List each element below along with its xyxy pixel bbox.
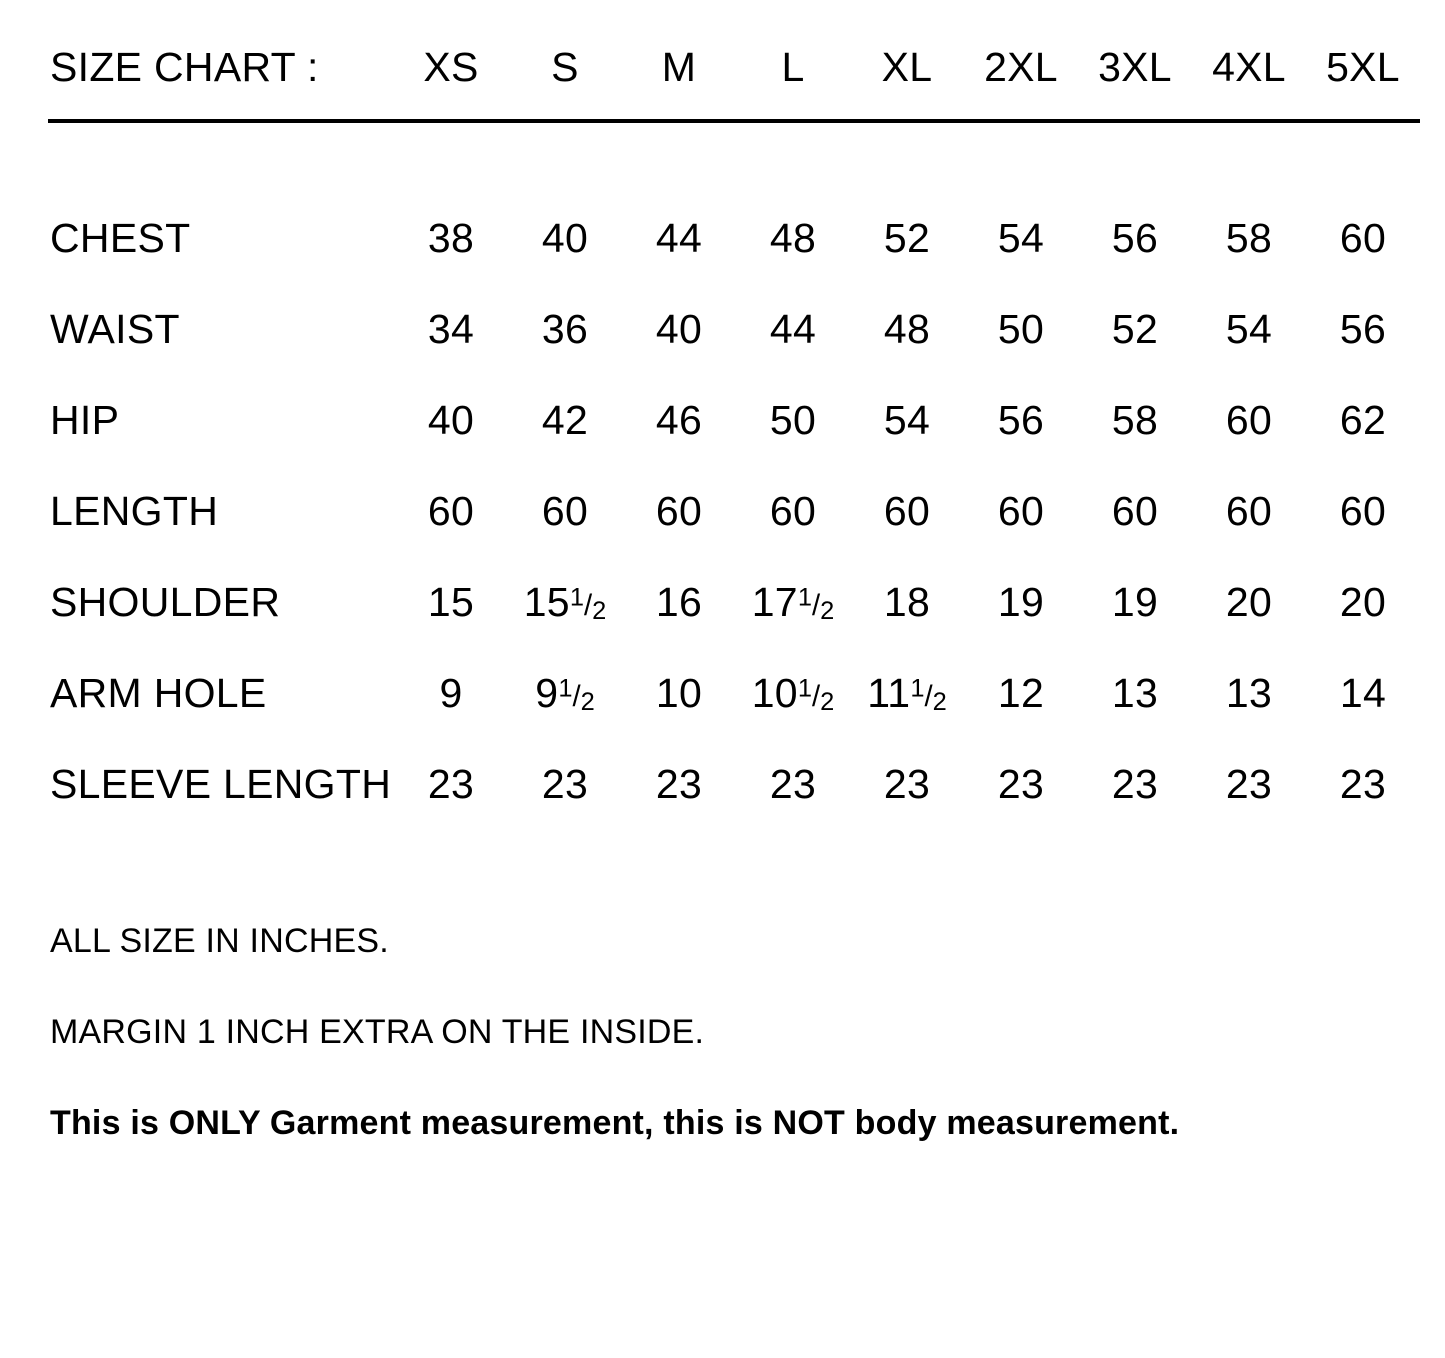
table-header [48, 30, 1420, 193]
cell-hip-l: 50 [769, 397, 817, 443]
cell-length-3xl: 60 [1111, 488, 1159, 534]
size-header-5xl: 5XL [1326, 44, 1400, 90]
fraction-half: $^1/_2$ [797, 674, 835, 717]
cell-length-m: 60 [655, 488, 703, 534]
table-row [48, 739, 1420, 830]
cell-length-xl: 60 [883, 488, 931, 534]
cell-chest-s: 40 [541, 215, 589, 261]
header-row [48, 30, 1420, 113]
table-row [48, 557, 1420, 648]
cell-sleeve-5xl: 23 [1339, 761, 1387, 807]
cell-hip-xl: 54 [883, 397, 931, 443]
cell-chest-5xl: 60 [1339, 215, 1387, 261]
row-label-hip: HIP [50, 397, 120, 443]
cell-shoulder-2xl: 19 [997, 579, 1045, 625]
size-header-xl: XL [881, 44, 933, 90]
cell-armhole-xl [850, 648, 964, 739]
armhole-xl-whole: 11 [867, 670, 911, 716]
cell-sleeve-2xl: 23 [997, 761, 1045, 807]
row-label-shoulder: SHOULDER [50, 579, 281, 625]
cell-armhole-5xl: 14 [1339, 670, 1387, 716]
table-row [48, 193, 1420, 284]
shoulder-l-whole: 17 [751, 579, 798, 625]
cell-shoulder-xl: 18 [883, 579, 931, 625]
cell-waist-2xl: 50 [997, 306, 1045, 352]
table-row [48, 375, 1420, 466]
cell-length-l: 60 [769, 488, 817, 534]
cell-length-5xl: 60 [1339, 488, 1387, 534]
row-label-sleeve-length: SLEEVE LENGTH [50, 761, 392, 807]
armhole-l-whole: 10 [751, 670, 798, 716]
shoulder-s-whole: 15 [523, 579, 570, 625]
cell-sleeve-l: 23 [769, 761, 817, 807]
cell-waist-3xl: 52 [1111, 306, 1159, 352]
cell-hip-m: 46 [655, 397, 703, 443]
table-row [48, 466, 1420, 557]
cell-hip-4xl: 60 [1225, 397, 1273, 443]
cell-shoulder-3xl: 19 [1111, 579, 1159, 625]
cell-hip-s: 42 [541, 397, 589, 443]
cell-sleeve-4xl: 23 [1225, 761, 1273, 807]
row-label-length: LENGTH [50, 488, 219, 534]
header-divider [48, 113, 1420, 129]
cell-shoulder-s [508, 557, 622, 648]
table-row [48, 648, 1420, 739]
cell-waist-xs: 34 [427, 306, 475, 352]
cell-waist-m: 40 [655, 306, 703, 352]
cell-waist-l: 44 [769, 306, 817, 352]
table-body [48, 193, 1420, 830]
size-chart-table [48, 30, 1420, 830]
cell-length-2xl: 60 [997, 488, 1045, 534]
cell-shoulder-m: 16 [655, 579, 703, 625]
cell-chest-l: 48 [769, 215, 817, 261]
cell-armhole-3xl: 13 [1111, 670, 1159, 716]
cell-chest-m: 44 [655, 215, 703, 261]
cell-shoulder-5xl: 20 [1339, 579, 1387, 625]
cell-armhole-2xl: 12 [997, 670, 1045, 716]
cell-chest-xl: 52 [883, 215, 931, 261]
fraction-half: $^1/_2$ [797, 583, 835, 626]
cell-shoulder-l [736, 557, 850, 648]
cell-armhole-s [508, 648, 622, 739]
header-spacer-row [48, 129, 1420, 193]
cell-chest-4xl: 58 [1225, 215, 1273, 261]
row-label-arm-hole: ARM HOLE [50, 670, 267, 716]
cell-sleeve-xs: 23 [427, 761, 475, 807]
row-label-waist: WAIST [50, 306, 180, 352]
header-spacer [48, 129, 1420, 193]
cell-hip-2xl: 56 [997, 397, 1045, 443]
cell-hip-5xl: 62 [1339, 397, 1387, 443]
cell-chest-xs: 38 [427, 215, 475, 261]
cell-hip-xs: 40 [427, 397, 475, 443]
cell-sleeve-m: 23 [655, 761, 703, 807]
size-header-4xl: 4XL [1212, 44, 1286, 90]
cell-armhole-l [736, 648, 850, 739]
fraction-half: $^1/_2$ [569, 583, 607, 626]
cell-armhole-4xl: 13 [1225, 670, 1273, 716]
cell-sleeve-3xl: 23 [1111, 761, 1159, 807]
cell-length-s: 60 [541, 488, 589, 534]
size-header-s: S [551, 44, 579, 90]
cell-armhole-xs: 9 [439, 670, 463, 716]
notes-section [48, 922, 1405, 1143]
armhole-s-whole: 9 [535, 670, 559, 716]
cell-waist-s: 36 [541, 306, 589, 352]
cell-shoulder-xs: 15 [427, 579, 475, 625]
cell-armhole-m: 10 [655, 670, 703, 716]
cell-length-xs: 60 [427, 488, 475, 534]
table-row [48, 284, 1420, 375]
note-garment-measurement: This is ONLY Garment measurement, this is NOT body measurement. [50, 1104, 1180, 1142]
note-units: ALL SIZE IN INCHES. [50, 922, 389, 960]
size-header-xs: XS [423, 44, 479, 90]
cell-sleeve-xl: 23 [883, 761, 931, 807]
row-label-chest: CHEST [50, 215, 191, 261]
size-header-m: M [661, 44, 697, 90]
size-header-l: L [781, 44, 805, 90]
cell-waist-4xl: 54 [1225, 306, 1273, 352]
fraction-half: $^1/_2$ [558, 674, 595, 717]
cell-chest-2xl: 54 [997, 215, 1045, 261]
size-header-3xl: 3XL [1098, 44, 1172, 90]
cell-hip-3xl: 58 [1111, 397, 1159, 443]
cell-waist-5xl: 56 [1339, 306, 1387, 352]
cell-length-4xl: 60 [1225, 488, 1273, 534]
cell-sleeve-s: 23 [541, 761, 589, 807]
size-header-2xl: 2XL [984, 44, 1058, 90]
fraction-half: $^1/_2$ [910, 674, 947, 717]
cell-shoulder-4xl: 20 [1225, 579, 1273, 625]
note-margin: MARGIN 1 INCH EXTRA ON THE INSIDE. [50, 1013, 705, 1051]
cell-waist-xl: 48 [883, 306, 931, 352]
header-divider-row [48, 113, 1420, 129]
cell-chest-3xl: 56 [1111, 215, 1159, 261]
page-title: SIZE CHART : [50, 44, 319, 90]
